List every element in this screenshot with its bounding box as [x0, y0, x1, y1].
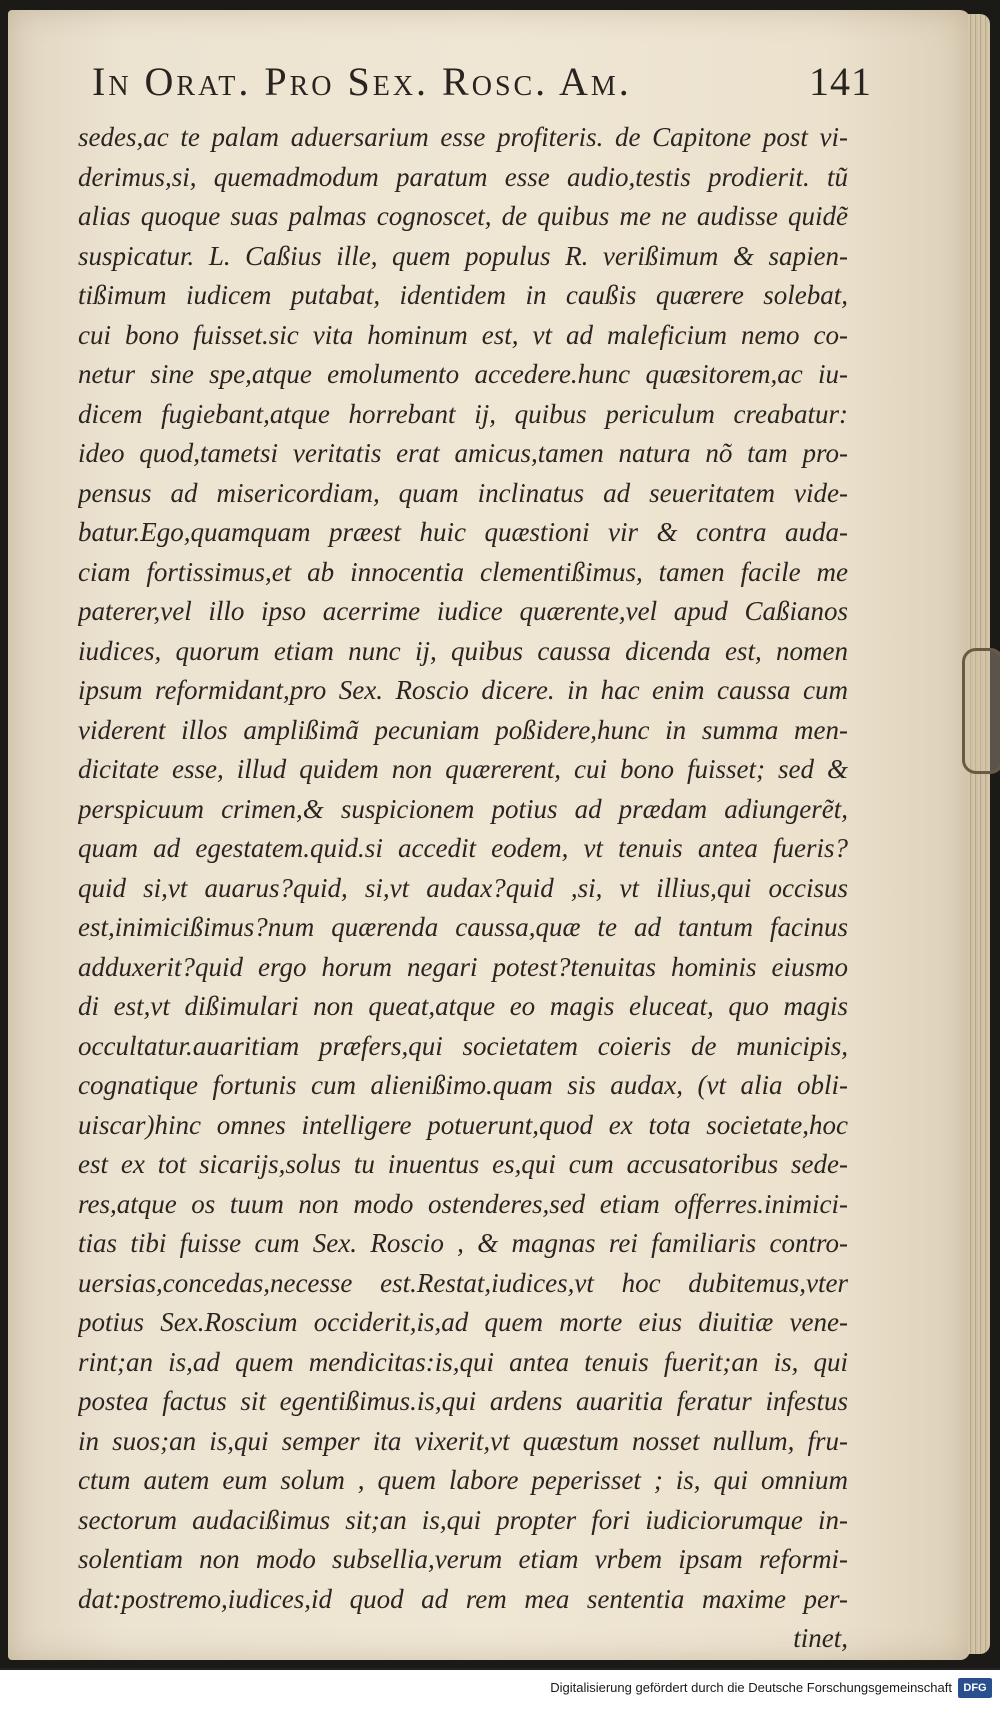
text-line: tias tibi fuisse cum Sex. Roscio , & magnas rei familiaris contro-	[78, 1228, 848, 1258]
text-line: uersias,concedas,necesse est.Restat,iudices,vt hoc dubitemus,vter	[78, 1267, 848, 1298]
funding-credit: Digitalisierung gefördert durch die Deutsche Forschungsgemeinschaft	[550, 1680, 952, 1695]
text-line: alias quoque suas palmas cognoscet, de quibus me ne audisse quidẽ	[78, 201, 848, 231]
page-number: 141	[809, 59, 872, 104]
text-line: ciam fortissimus,et ab innocentia clementißimus, tamen facile me	[78, 556, 848, 587]
text-line: occultatur.auaritiam præfers,qui societatem coieris de municipis,	[78, 1030, 848, 1061]
text-line: est ex tot sicarijs,solus tu inuentus es,qui cum accusatoribus sede-	[78, 1149, 848, 1179]
text-line: solentiam non modo subsellia,verum etiam vrbem ipsam reformi-	[78, 1544, 848, 1574]
text-line: perspicuum crimen,& suspicionem potius ad prædam adiungerẽt,	[78, 793, 848, 824]
text-line: rint;an is,ad quem mendicitas:is,qui antea tenuis fuerit;an is, qui	[78, 1346, 848, 1377]
text-line: batur.Ego,quamquam præest huic quæstioni vir & contra auda-	[78, 517, 848, 547]
page-edges	[968, 14, 990, 1654]
text-line: ideo quod,tametsi veritatis erat amicus,tamen natura nõ tam pro-	[78, 438, 848, 468]
text-line: dat:postremo,iudices,id quod ad rem mea sententia maxime per-	[78, 1583, 848, 1614]
text-line: est,inimicißimus?num quærenda caussa,quæ te ad tantum facinus	[78, 912, 848, 942]
running-header	[92, 58, 872, 118]
text-line: netur sine spe,atque emolumento accedere.hunc quæsitorem,ac iu-	[78, 359, 848, 389]
running-title: In Orat. Pro Sex. Rosc. Am.	[92, 59, 632, 104]
text-line: paterer,vel illo ipso acerrime iudice quærente,vel apud Caßianos	[78, 596, 848, 626]
text-line: uiscar)hinc omnes intelligere potuerunt,quod ex tota societate,hoc	[78, 1109, 848, 1140]
text-line: quid si,vt auarus?quid, si,vt audax?quid ,si, vt illius,qui occisus	[78, 872, 848, 903]
text-line: dicitate esse, illud quidem non quærerent, cui bono fuisset; sed &	[78, 754, 848, 784]
text-line: derimus,si, quemadmodum paratum esse audio,testis prodierit. tũ	[78, 161, 848, 192]
text-line: cognatique fortunis cum alienißimo.quam sis audax, (vt alia obli-	[78, 1070, 848, 1100]
text-line: quam ad egestatem.quid.si accedit eodem, vt tenuis antea fueris?	[78, 833, 848, 863]
footer-bar	[0, 1668, 1000, 1709]
book-clasp	[962, 648, 1000, 774]
text-line: res,atque os tuum non modo ostenderes,sed etiam offerres.inimici-	[78, 1188, 848, 1219]
text-line: suspicatur. L. Caßius ille, quem populus R. verißimum & sapien-	[78, 240, 848, 271]
text-line: in suos;an is,qui semper ita vixerit,vt quæstum nosset nullum, fru-	[78, 1425, 848, 1456]
text-line: iudices, quorum etiam nunc ij, quibus caussa dicenda est, nomen	[78, 635, 848, 666]
text-line: tißimum iudicem putabat, identidem in caußis quærere solebat,	[78, 280, 848, 310]
text-line: dicem fugiebant,atque horrebant ij, quibus periculum creabatur:	[78, 398, 848, 429]
text-line: viderent illos amplißimã pecuniam poßidere,hunc in summa men-	[78, 714, 848, 745]
text-line: sectorum audacißimus sit;an is,qui propter fori iudiciorumque in-	[78, 1504, 848, 1535]
text-line: sedes,ac te palam aduersarium esse profiteris. de Capitone post vi-	[78, 122, 848, 152]
text-line: cui bono fuisset.sic vita hominum est, vt ad maleficium nemo co-	[78, 319, 848, 350]
text-line: di est,vt dißimulari non queat,atque eo magis eluceat, quo magis	[78, 991, 848, 1021]
body-text	[78, 118, 848, 1659]
text-line: tinet,	[793, 1623, 848, 1653]
text-line: adduxerit?quid ergo horum negari potest?tenuitas hominis eiusmo	[78, 951, 848, 982]
text-line: ipsum reformidant,pro Sex. Roscio dicere. in hac enim caussa cum	[78, 675, 848, 705]
text-line: pensus ad misericordiam, quam inclinatus ad seueritatem vide-	[78, 477, 848, 508]
text-line: potius Sex.Roscium occiderit,is,ad quem morte eius diuitiæ vene-	[78, 1307, 848, 1337]
dfg-logo: DFG	[958, 1678, 992, 1698]
text-line: ctum autem eum solum , quem labore peperisset ; is, qui omnium	[78, 1465, 848, 1495]
text-line: postea factus sit egentißimus.is,qui ardens auaritia feratur infestus	[78, 1386, 848, 1416]
